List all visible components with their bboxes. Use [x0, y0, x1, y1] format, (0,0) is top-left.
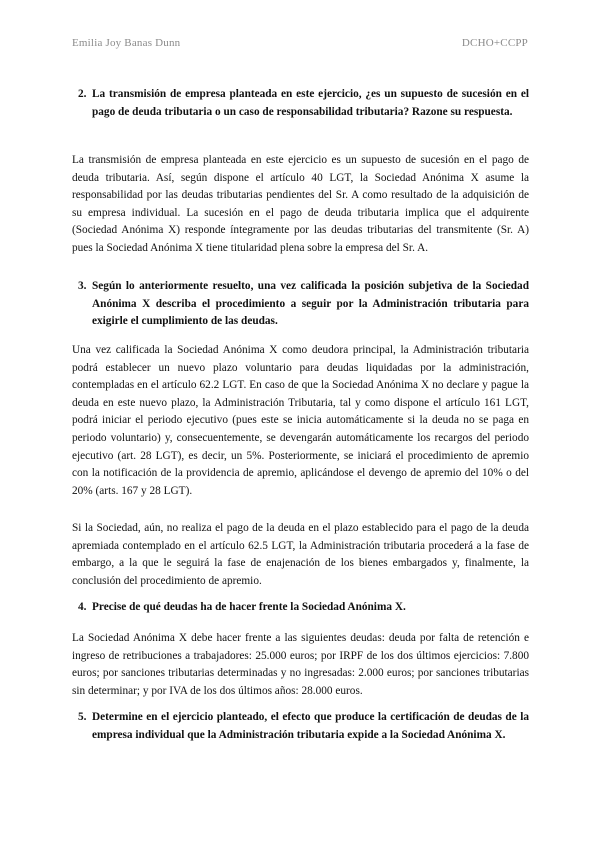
question-3: [78, 278, 529, 331]
answer-4-paragraph-1: La Sociedad Anónima X debe hacer frente a las siguientes deudas: deuda por falta de retención e ingreso de retribuciones a trabajadores: 25.000 euros; por IRPF de los dos últimos ejercicios: 7.800 euros; por sanciones tributarias determinadas y no ingresadas: 2.000 euros; por sanciones tributarias sin determinar; y por IVA de los dos últimos años: 28.000 euros.: [72, 632, 529, 697]
question-number: 2.: [78, 88, 87, 100]
answer-2-paragraph-1: La transmisión de empresa planteada en este ejercicio es un supuesto de sucesión en el pago de deuda tributaria. Así, según dispone el artículo 40 LGT, la Sociedad Anónima X asume la responsabilidad por las deudas tributarias pendientes del Sr. A como resultado de la adquisición de su empresa individual. La sucesión en el pago de deuda tributaria implica que el adquirente (Sociedad Anónima X) responde íntegramente por las deudas tributarias del transmitente (Sr. A) pues la Sociedad Anónima X tiene titularidad plena sobre la empresa del Sr. A.: [72, 154, 529, 254]
question-text: Precise de qué deudas ha de hacer frente la Sociedad Anónima X.: [92, 601, 406, 613]
answer-3-paragraph-2: Si la Sociedad, aún, no realiza el pago de la deuda en el plazo establecido para el pago de la deuda apremiada contemplado en el artículo 62.5 LGT, la Administración tributaria procederá a la fase de embargo, a la que le seguirá la fase de enajenación de los bienes embargados y, finalmente, la conclusión del procedimiento de apremio.: [72, 522, 529, 587]
question-number: 5.: [78, 711, 87, 723]
question-number: 3.: [78, 280, 87, 292]
question-text: Según lo anteriormente resuelto, una vez calificada la posición subjetiva de la Sociedad Anónima X describa el procedimiento a seguir por la Administración tributaria para exigirle el cumplimiento de las deudas.: [92, 280, 529, 328]
question-5: [78, 709, 529, 744]
question-4: [78, 599, 529, 617]
header-course: DCHO+CCPP: [461, 37, 528, 49]
answer-3-paragraph-1: Una vez calificada la Sociedad Anónima X como deudora principal, la Administración tributaria podrá establecer un nuevo plazo voluntario para deudas liquidadas por la administración, contempladas en el artículo 62.2 LGT. En caso de que la Sociedad Anónima X no declare y pague la deuda en este nuevo plazo, la Administración Tributaria, tal y como dispone el artículo 161 LGT, podrá iniciar el periodo ejecutivo (pues este se inicia automáticamente si la deuda no se paga en periodo voluntario) y, consecuentemente, se devengarán automáticamente los recargos del periodo ejecutivo (art. 28 LGT), es decir, un 5%. Posteriormente, se iniciará el procedimiento de apremio con la notificación de la providencia de apremio, aplicándose el devengo de apremio del 10% o del 20% (arts. 167 y 28 LGT).: [72, 344, 529, 497]
header-author: Emilia Joy Banas Dunn: [72, 37, 181, 49]
question-text: Determine en el ejercicio planteado, el efecto que produce la certificación de deudas de la empresa individual que la Administración tributaria expide a la Sociedad Anónima X.: [92, 711, 529, 741]
question-text: La transmisión de empresa planteada en este ejercicio, ¿es un supuesto de sucesión en el pago de deuda tributaria o un caso de responsabilidad tributaria? Razone su respuesta.: [92, 88, 529, 118]
question-number: 4.: [78, 601, 87, 613]
question-2: [78, 86, 529, 121]
